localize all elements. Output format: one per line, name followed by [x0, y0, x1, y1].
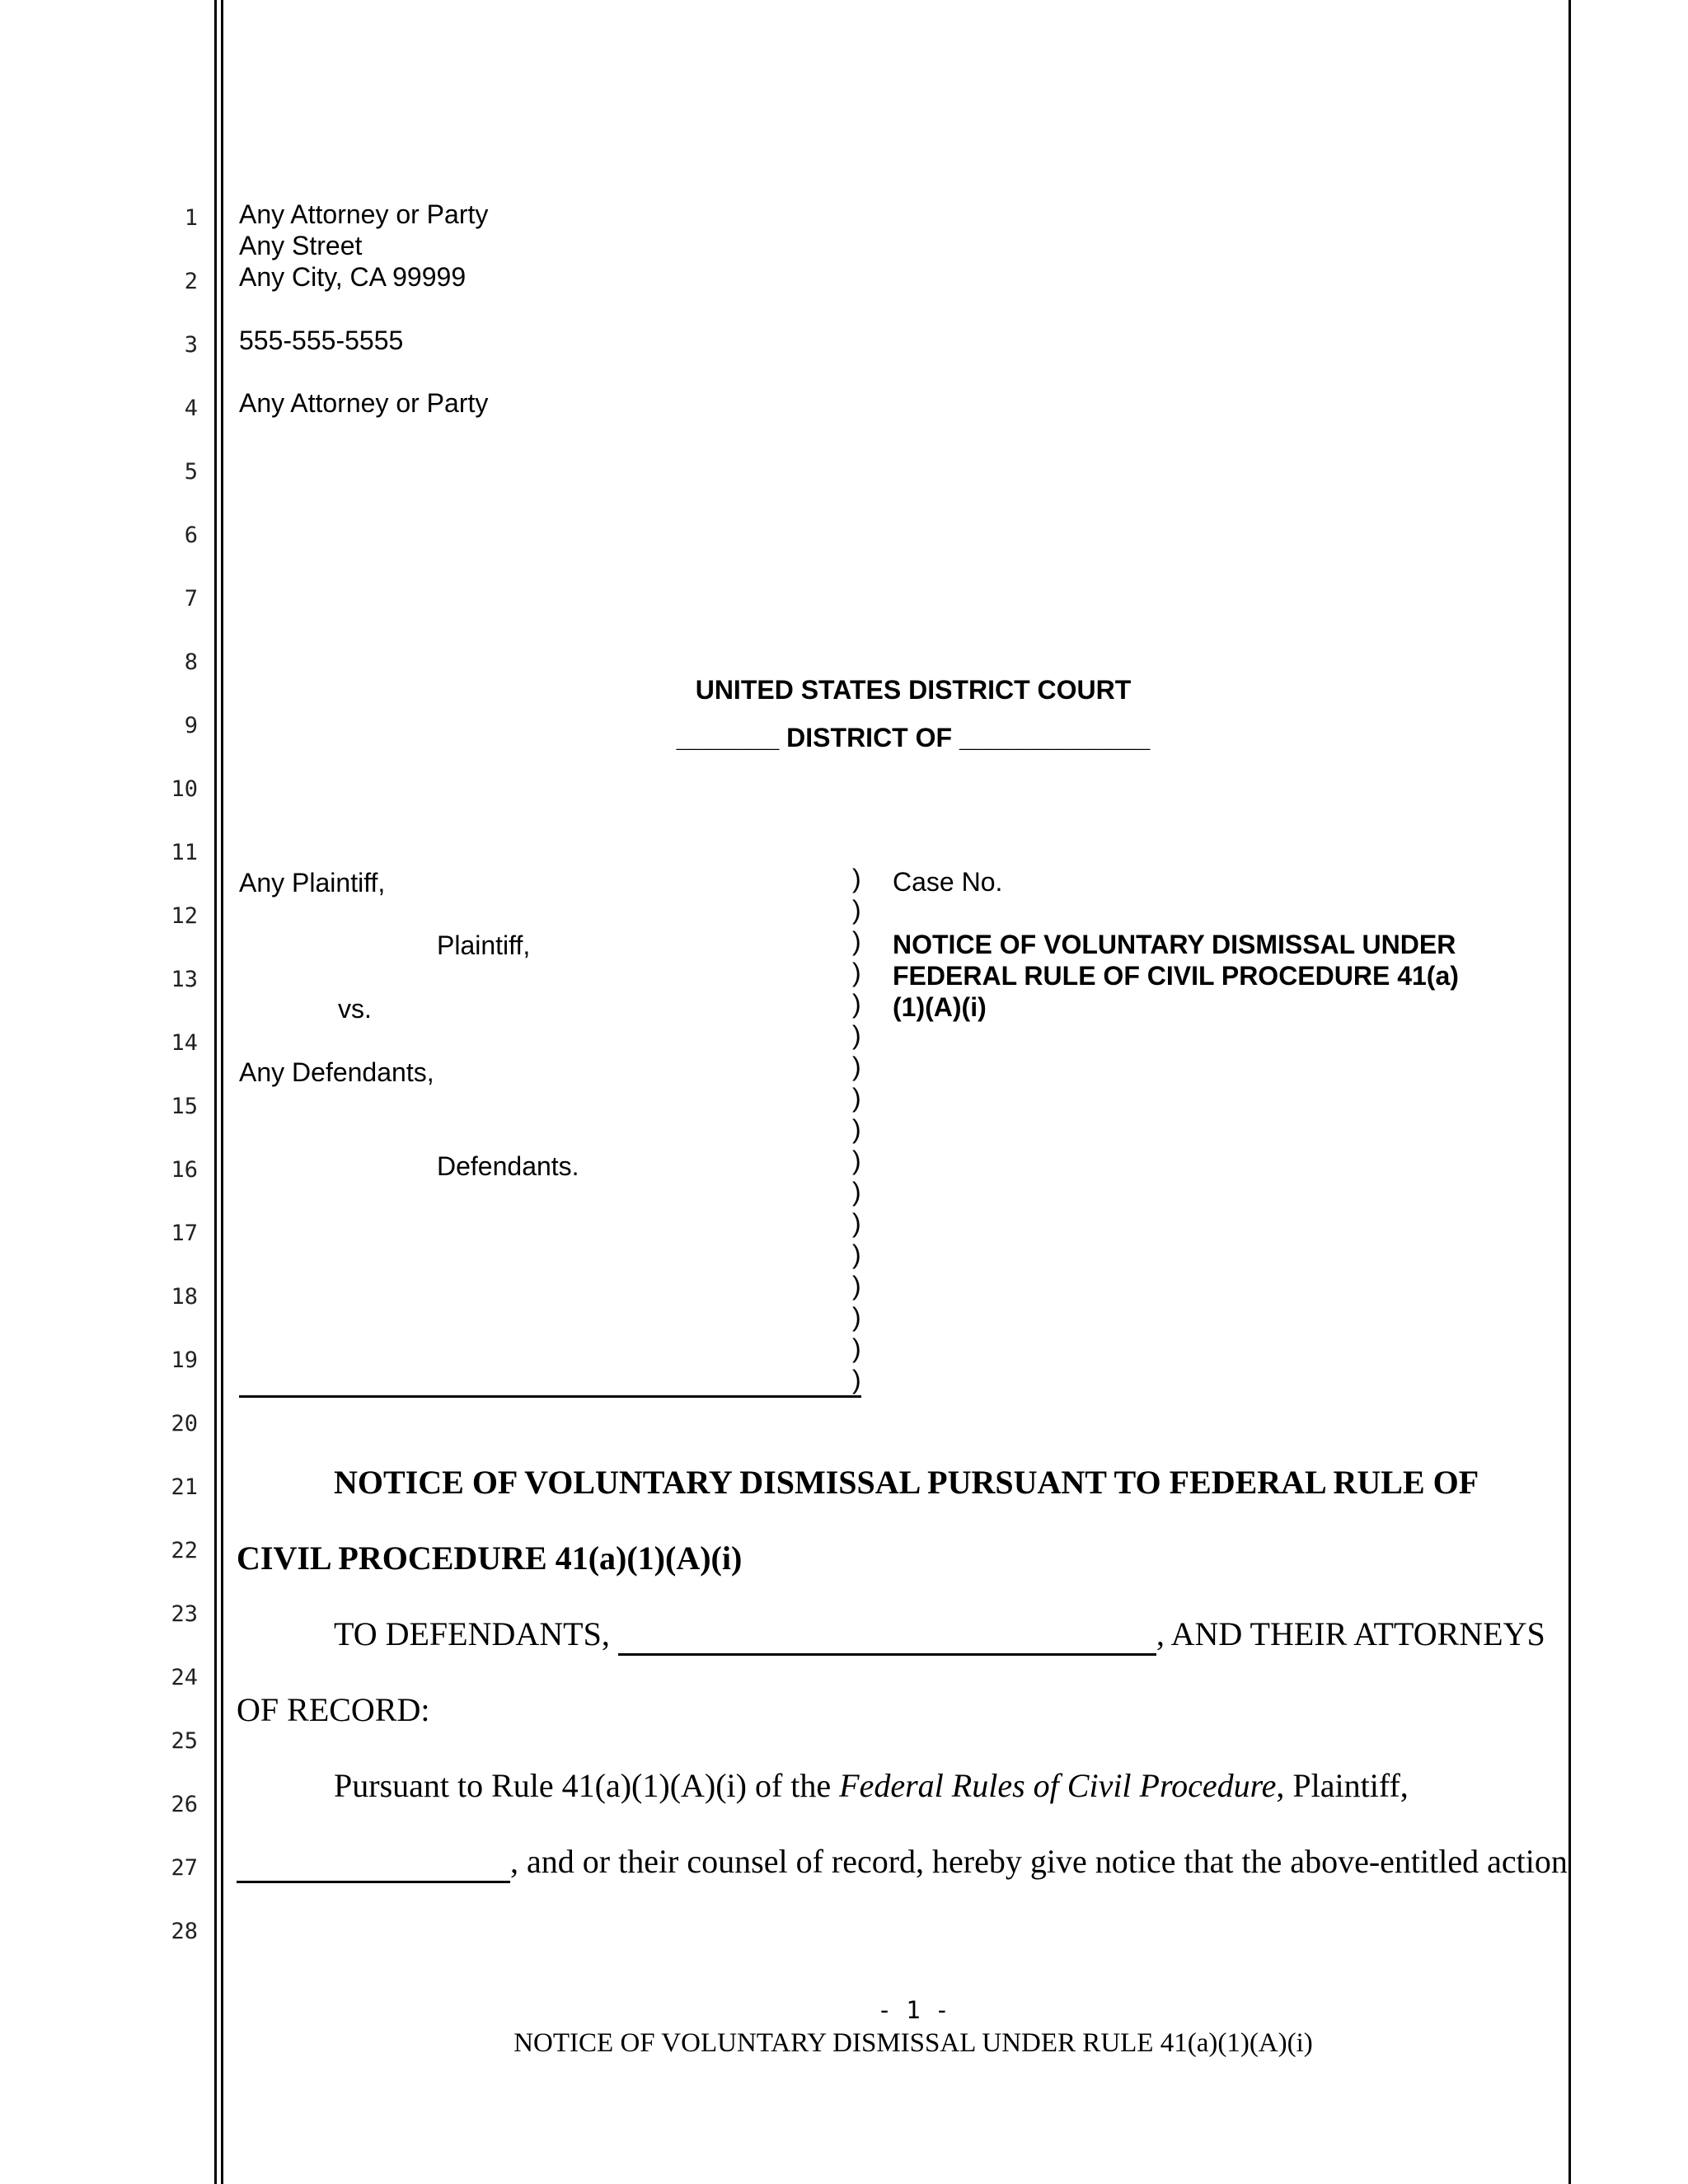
- footer-title: NOTICE OF VOLUNTARY DISMISSAL UNDER RULE 41(a)(1)(A)(i): [513, 2028, 1313, 2058]
- line-number: 7: [184, 586, 198, 612]
- caption-paren: ): [852, 1052, 861, 1081]
- caption-paren: ): [852, 864, 861, 893]
- line-number: 10: [171, 776, 198, 802]
- line-number: 18: [171, 1284, 198, 1310]
- caption-paren: ): [852, 1114, 861, 1144]
- line-number: 24: [171, 1665, 198, 1690]
- line-number: 17: [171, 1221, 198, 1246]
- district-blank-right: _____________: [959, 723, 1151, 752]
- caption-paren: ): [852, 958, 861, 987]
- caption-paren: ): [852, 895, 861, 925]
- district-line: [0, 722, 1688, 753]
- versus-text: vs.: [338, 994, 372, 1024]
- pursuant-suffix: , Plaintiff,: [1276, 1767, 1409, 1804]
- attorney-for: Any Attorney or Party: [239, 388, 489, 418]
- caption-paren: ): [852, 1333, 861, 1363]
- attorney-phone: 555-555-5555: [239, 326, 404, 355]
- doc-title-line-1: NOTICE OF VOLUNTARY DISMISSAL UNDER: [893, 930, 1456, 959]
- to-defendants-line: [334, 1615, 1545, 1656]
- caption-paren: ): [852, 1083, 861, 1113]
- doc-title-line-3: (1)(A)(i): [893, 992, 987, 1022]
- pursuant-prefix: Pursuant to Rule 41(a)(1)(A)(i) of the: [334, 1767, 832, 1804]
- defendants-name-blank: [618, 1615, 1156, 1656]
- line-number: 3: [184, 332, 198, 358]
- line-number: 27: [171, 1855, 198, 1881]
- pursuant-line: [334, 1767, 1409, 1805]
- line-number: 20: [171, 1411, 198, 1436]
- caption-paren: ): [852, 1302, 861, 1332]
- court-title-text: UNITED STATES DISTRICT COURT: [695, 675, 1132, 705]
- plaintiff-name: Any Plaintiff,: [239, 868, 386, 898]
- caption-bottom-rule: [239, 1395, 861, 1398]
- caption-paren: ): [852, 1146, 861, 1175]
- attorney-street: Any Street: [239, 231, 363, 260]
- left-margin-rule-inner: [221, 0, 223, 2184]
- line-number: 26: [171, 1792, 198, 1817]
- of-record-text: OF RECORD:: [237, 1691, 430, 1728]
- district-blank-left: _______: [676, 723, 780, 752]
- line-number: 12: [171, 903, 198, 929]
- line-number: 1: [184, 205, 198, 231]
- and-attorneys-text: , AND THEIR ATTORNEYS: [1156, 1615, 1545, 1652]
- caption-paren: ): [852, 1240, 861, 1269]
- plaintiff-role: Plaintiff,: [437, 930, 531, 960]
- plaintiff-name-blank: [237, 1843, 510, 1883]
- line-number: 13: [171, 967, 198, 992]
- line-number: 8: [184, 649, 198, 675]
- caption-paren: ): [852, 926, 861, 956]
- counsel-line: [237, 1843, 1568, 1883]
- attorney-name: Any Attorney or Party: [239, 199, 489, 229]
- line-number: 15: [171, 1094, 198, 1119]
- line-number: 4: [184, 396, 198, 421]
- caption-paren: ): [852, 1020, 861, 1050]
- line-number: 28: [171, 1919, 198, 1944]
- caption-paren-column: [852, 863, 877, 1395]
- line-number: 9: [184, 713, 198, 738]
- line-number: 5: [184, 459, 198, 485]
- caption-paren: ): [852, 1271, 861, 1301]
- district-of-text: DISTRICT OF: [786, 723, 953, 752]
- frcp-title: Federal Rules of Civil Procedure: [839, 1767, 1277, 1804]
- counsel-text: , and or their counsel of record, hereby give notice that the above-entitled action: [510, 1843, 1568, 1880]
- caption-paren: ): [852, 1177, 861, 1207]
- case-number-label: Case No.: [893, 867, 1003, 897]
- line-number: 16: [171, 1157, 198, 1183]
- court-title: [0, 674, 1688, 705]
- body-heading-line-1: NOTICE OF VOLUNTARY DISMISSAL PURSUANT TO FEDERAL RULE OF: [334, 1464, 1479, 1501]
- line-number: 19: [171, 1347, 198, 1373]
- line-number: 21: [171, 1474, 198, 1500]
- to-defendants-text: TO DEFENDANTS,: [334, 1615, 610, 1652]
- doc-title-line-2: FEDERAL RULE OF CIVIL PROCEDURE 41(a): [893, 961, 1459, 991]
- line-number: 6: [184, 523, 198, 548]
- caption-paren: ): [852, 1208, 861, 1238]
- line-number: 23: [171, 1601, 198, 1627]
- line-number: 25: [171, 1728, 198, 1754]
- attorney-city: Any City, CA 99999: [239, 262, 467, 292]
- line-number: 22: [171, 1538, 198, 1563]
- body-heading-line-2: CIVIL PROCEDURE 41(a)(1)(A)(i): [237, 1540, 743, 1577]
- caption-paren: ): [852, 1365, 861, 1394]
- line-number: 11: [171, 840, 198, 865]
- caption-paren: ): [852, 989, 861, 1019]
- right-margin-rule: [1568, 0, 1571, 2184]
- footer-page-number: - 1 -: [877, 1996, 950, 2024]
- defendant-role: Defendants.: [437, 1151, 579, 1181]
- line-number: 14: [171, 1030, 198, 1056]
- line-number: 2: [184, 269, 198, 294]
- left-margin-rule-outer: [214, 0, 217, 2184]
- defendant-name: Any Defendants,: [239, 1057, 434, 1087]
